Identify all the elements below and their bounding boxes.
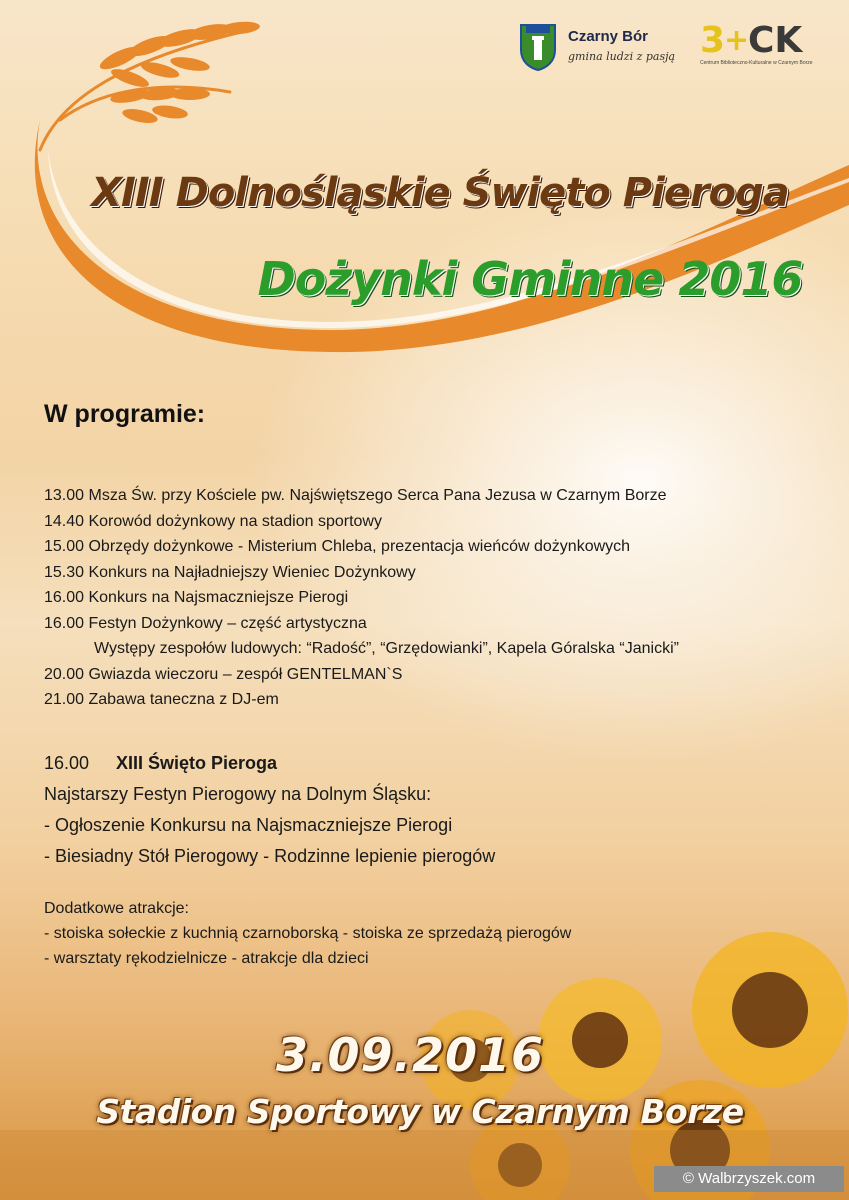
czarny-bor-tagline: gmina ludzi z pasją <box>568 50 676 63</box>
svg-text:3: 3 <box>700 20 726 61</box>
program-item: 13.00 Msza Św. przy Kościele pw. Najświętszego Serca Pana Jezusa w Czarnym Borze <box>44 487 667 504</box>
program-item: 21.00 Zabawa taneczna z DJ-em <box>44 691 279 708</box>
title-line-2: Dożynki Gminne 2016 <box>257 252 803 306</box>
program-item: 16.00 Konkurs na Najsmaczniejsze Pierogi <box>44 589 349 606</box>
extras-section <box>44 896 571 971</box>
pierog-line: Najstarszy Festyn Pierogowy na Dolnym Śląsku: <box>44 784 432 804</box>
program-item: 16.00 Festyn Dożynkowy – część artystyczna <box>44 614 367 632</box>
credit-watermark: © Walbrzyszek.com <box>654 1166 844 1192</box>
program-item: 14.40 Korowód dożynkowy na stadion sportowy <box>44 512 382 530</box>
extras-line: - stoiska sołeckie z kuchnią czarnoborską - stoiska ze sprzedażą pierogów <box>44 925 572 942</box>
gck-subtitle: Centrum Biblioteczno-Kulturalne w Czarnym Borze <box>700 60 813 66</box>
program-item: 20.00 Gwiazda wieczoru – zespół GENTELMAN`S <box>44 665 403 683</box>
title-line-1: XIII Dolnośląskie Święto Pieroga <box>91 170 789 216</box>
program-list <box>44 483 679 713</box>
pierog-line: - Biesiadny Stół Pierogowy - Rodzinne lepienie pierogów <box>44 846 496 866</box>
czarny-bor-crest-icon <box>518 22 558 72</box>
gck-logo-icon <box>700 20 803 61</box>
pierog-title-row <box>44 748 495 779</box>
svg-text:+: + <box>724 23 750 58</box>
czarny-bor-name: Czarny Bór <box>568 28 649 45</box>
program-item: 15.30 Konkurs na Najładniejszy Wieniec Dożynkowy <box>44 563 416 581</box>
extras-line: - warsztaty rękodzielnicze - atrakcje dla dzieci <box>44 950 369 967</box>
pierog-section <box>44 748 495 872</box>
pierog-title: XIII Święto Pieroga <box>116 753 278 773</box>
pierog-time: 16.00 <box>44 753 90 773</box>
svg-text:CK: CK <box>748 20 803 61</box>
program-heading: W programie: <box>44 400 206 428</box>
program-item: Występy zespołów ludowych: “Radość”, “Grzędowianki”, Kapela Góralska “Janicki” <box>94 640 679 657</box>
event-date: 3.09.2016 <box>276 1028 544 1082</box>
event-venue: Stadion Sportowy w Czarnym Borze <box>96 1092 744 1131</box>
program-item: 15.00 Obrzędy dożynkowe - Misterium Chleba, prezentacja wieńców dożynkowych <box>44 538 631 555</box>
pierog-line: - Ogłoszenie Konkursu na Najsmaczniejsze Pierogi <box>44 815 453 835</box>
extras-heading: Dodatkowe atrakcje: <box>44 900 189 917</box>
wheat-icon <box>40 20 260 150</box>
